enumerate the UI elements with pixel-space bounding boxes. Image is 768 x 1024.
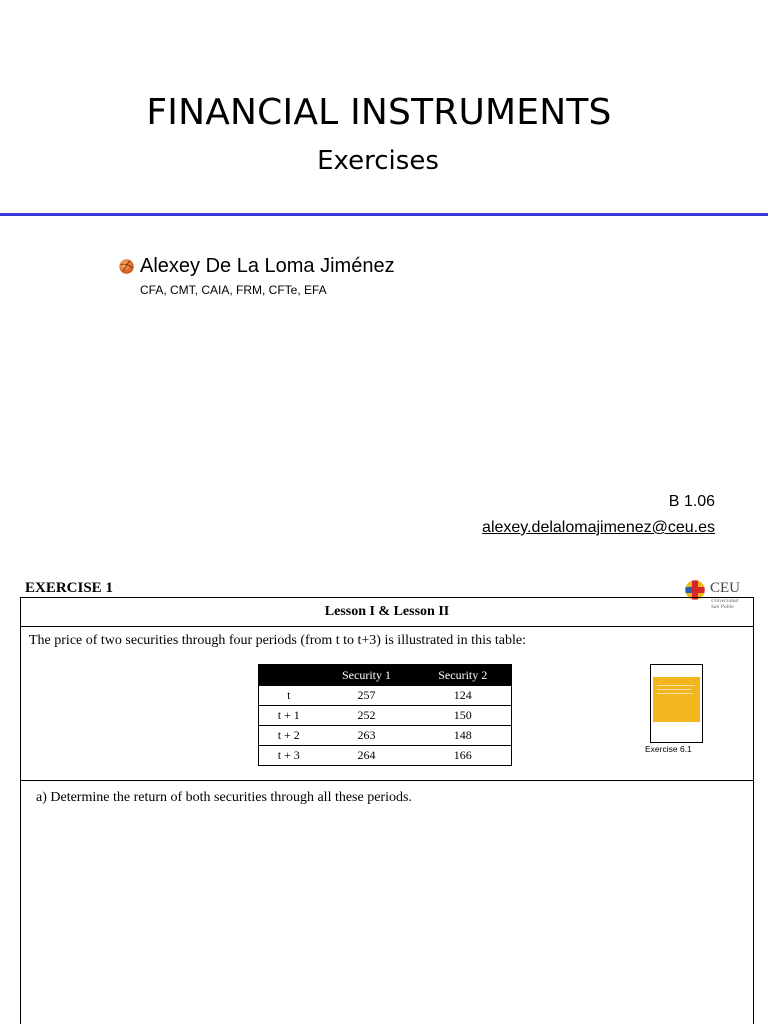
book-cover-art: [653, 677, 700, 722]
author-name: Alexey De La Loma Jiménez: [140, 255, 395, 277]
cover-subtitle: Exercises: [317, 146, 439, 176]
security-2-cell: 150: [415, 706, 512, 726]
price-table-header: [259, 665, 512, 686]
period-cell: t + 2: [259, 726, 319, 746]
ceu-logo-text: CEU: [710, 580, 740, 596]
table-row: [259, 746, 512, 766]
period-cell: t + 1: [259, 706, 319, 726]
section-divider: [21, 780, 753, 781]
exercise-intro: The price of two securities through four periods (from t to t+3) is illustrated in this table:: [29, 633, 527, 648]
ceu-sub-line2: San Pablo: [711, 604, 734, 610]
header-cell-security-1: Security 1: [319, 665, 415, 686]
lesson-header: Lesson I & Lesson II: [21, 598, 753, 627]
book-title-line: [657, 693, 693, 694]
exercise-box: [20, 597, 754, 1024]
exercise-label: EXERCISE 1: [25, 580, 113, 596]
book-title-line: [657, 689, 691, 690]
question-a: a) Determine the return of both securities through all these periods.: [36, 790, 412, 805]
orange-ball-icon: [118, 258, 135, 275]
security-1-cell: 252: [319, 706, 415, 726]
book-cover-thumbnail: [650, 664, 703, 743]
author-row: [118, 255, 395, 278]
header-cell-security-2: Security 2: [415, 665, 512, 686]
security-1-cell: 257: [319, 686, 415, 706]
ceu-sub-line1: Universidad: [711, 598, 739, 604]
table-row: [259, 726, 512, 746]
security-2-cell: 166: [415, 746, 512, 766]
period-cell: t + 3: [259, 746, 319, 766]
security-2-cell: 148: [415, 726, 512, 746]
author-credentials: CFA, CMT, CAIA, FRM, CFTe, EFA: [140, 283, 327, 297]
room-number: B 1.06: [668, 493, 715, 510]
period-cell: t: [259, 686, 319, 706]
security-2-cell: 124: [415, 686, 512, 706]
book-caption: Exercise 6.1: [645, 744, 692, 754]
table-row: [259, 686, 512, 706]
email-link[interactable]: alexey.delalomajimenez@ceu.es: [482, 519, 715, 536]
header-cell-period: [259, 665, 319, 686]
price-table: [258, 664, 512, 766]
table-row: [259, 706, 512, 726]
header-rule: [0, 213, 768, 216]
book-title-line: [657, 685, 695, 686]
security-1-cell: 264: [319, 746, 415, 766]
cover-title: FINANCIAL INSTRUMENTS: [146, 92, 612, 133]
security-1-cell: 263: [319, 726, 415, 746]
